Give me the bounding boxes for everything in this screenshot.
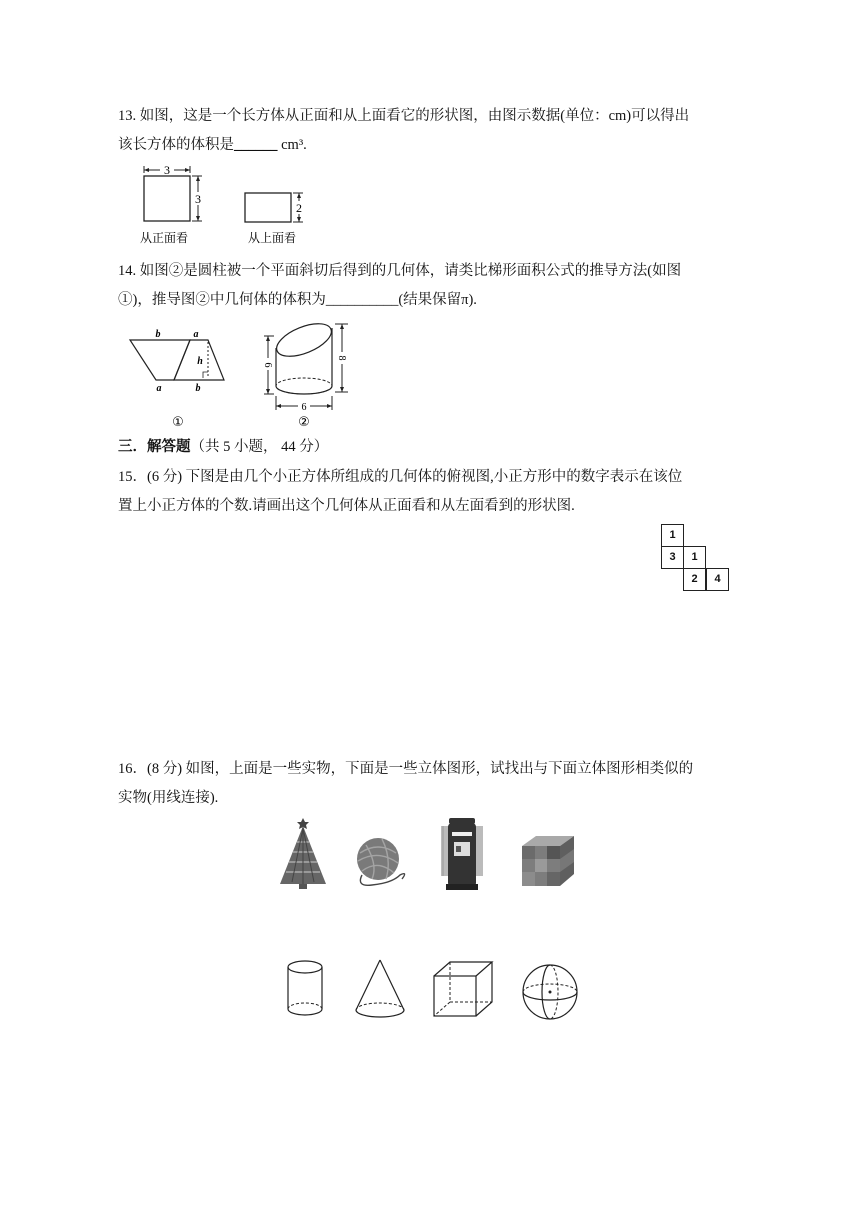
- q16-line1: 16．(8 分) 如图，上面是一些实物，下面是一些立体图形，试找出与下面立体图形相类似的: [118, 761, 694, 777]
- q15-line2: 置上小正方体的个数.请画出这个几何体从正面看和从左面看到的形状图.: [118, 498, 575, 514]
- front-caption: 从正面看: [140, 231, 189, 245]
- cone-figure: [352, 958, 408, 1020]
- top-height-label: 2: [296, 201, 302, 215]
- front-view-rect: [144, 176, 190, 221]
- yarn-ball-image: [352, 835, 410, 891]
- dim-width: 6: [301, 402, 307, 413]
- grid-cell: 4: [706, 568, 729, 591]
- label-h: h: [197, 356, 203, 367]
- grid-cell: 1: [683, 546, 706, 569]
- q14-figure-2: [262, 314, 358, 428]
- front-height-label: 3: [195, 192, 201, 206]
- christmas-tree-image: [276, 816, 330, 890]
- q14-line1: 14. 如图②是圆柱被一个平面斜切后得到的几何体，请类比梯形面积公式的推导方法(如图: [118, 263, 682, 279]
- q13-text-b: cm³.: [277, 137, 307, 153]
- label-a-top: a: [193, 329, 199, 340]
- section3-title: 三．解答题: [118, 439, 191, 455]
- grid-cell: 1: [661, 524, 684, 547]
- q14-figure-1: [126, 328, 230, 428]
- postbox-image: [439, 816, 485, 892]
- cylinder-figure: [284, 958, 326, 1020]
- section3-heading: [118, 437, 328, 457]
- cube-figure: [430, 960, 496, 1018]
- q15-top-view-grid: [661, 524, 731, 594]
- caption-1: ①: [172, 415, 184, 430]
- top-view-rect: [245, 193, 291, 222]
- section3-note: （共 5 小题， 44 分）: [190, 439, 329, 455]
- grid-cell: 3: [661, 546, 684, 569]
- dim-left-height: 6: [262, 362, 273, 368]
- sphere-figure: [520, 962, 580, 1022]
- grid-cell: 2: [683, 568, 706, 591]
- dim-right-height: 8: [336, 355, 347, 361]
- label-b-top: b: [155, 329, 161, 340]
- label-a-bottom: a: [156, 383, 162, 394]
- label-b-bottom: b: [195, 383, 201, 394]
- caption-2: ②: [298, 415, 310, 430]
- q13-text-a: 该长方体的体积是: [118, 137, 234, 153]
- q13-figure: [138, 164, 318, 248]
- top-caption: 从上面看: [248, 231, 297, 245]
- colored-cube-image: [518, 832, 580, 890]
- q13-blank: ______: [234, 137, 278, 153]
- q16-line2: 实物(用线连接).: [118, 790, 219, 806]
- front-width-label: 3: [164, 163, 170, 177]
- q13-line2: [118, 135, 307, 155]
- q13-line1: 13. 如图，这是一个长方体从正面和从上面看它的形状图，由图示数据(单位：cm)可以得出: [118, 108, 690, 124]
- q15-line1: 15．(6 分) 下图是由几个小正方体所组成的几何体的俯视图,小正方形中的数字表示在该位: [118, 469, 683, 485]
- q14-line2: ①)，推导图②中几何体的体积为__________(结果保留π).: [118, 292, 477, 308]
